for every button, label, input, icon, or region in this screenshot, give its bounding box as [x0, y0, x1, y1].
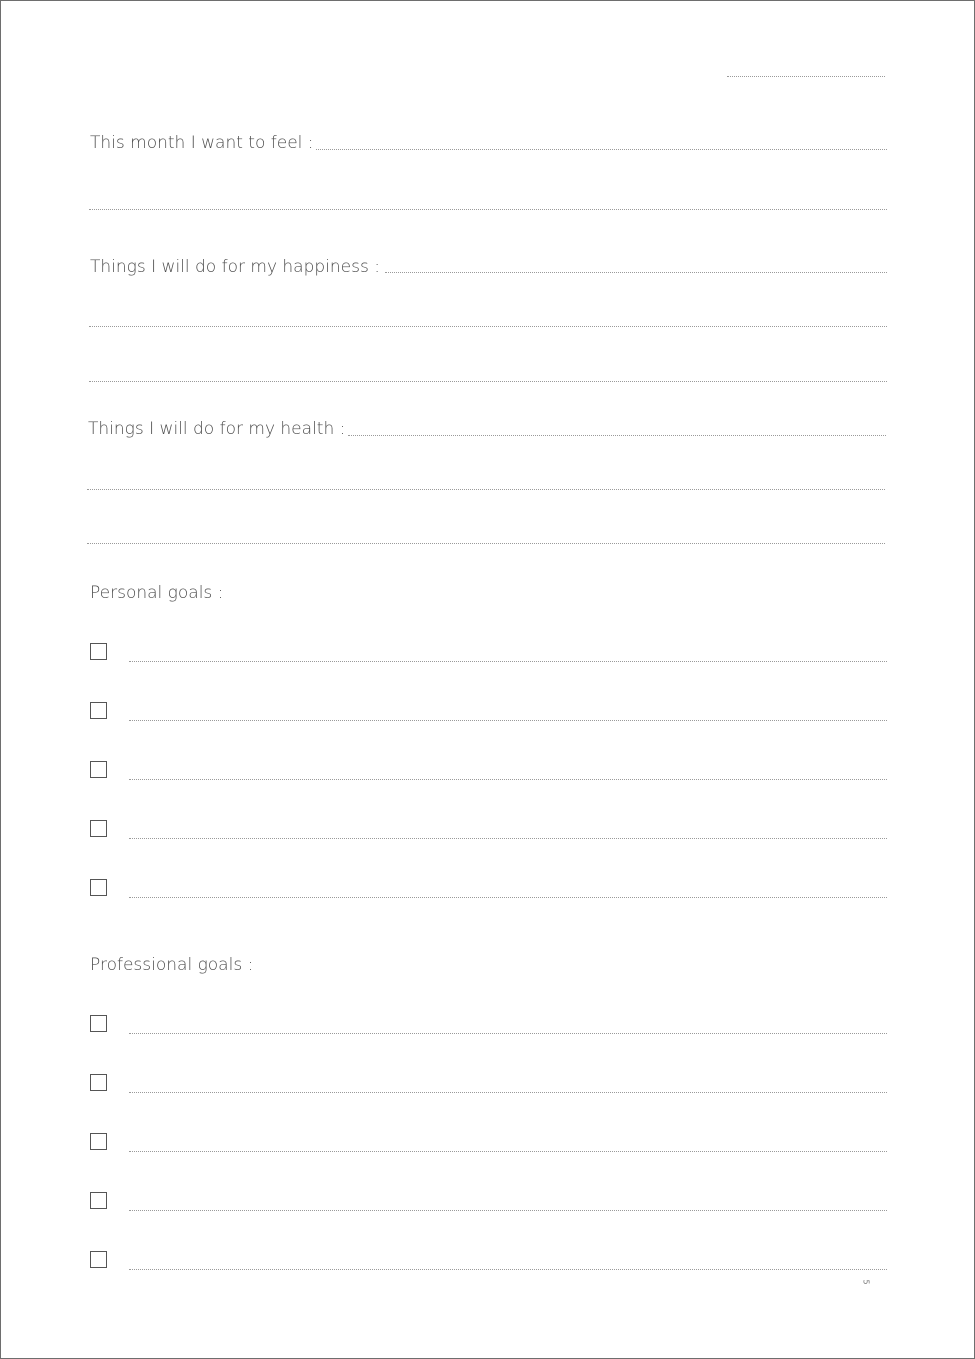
personal-goal-checkbox[interactable] [90, 702, 107, 719]
feel-label: This month I want to feel : [90, 133, 314, 153]
professional-goal-line[interactable] [129, 1151, 887, 1152]
personal-goal-line[interactable] [129, 779, 887, 780]
professional-goal-line[interactable] [129, 1033, 887, 1034]
professional-goal-line[interactable] [129, 1092, 887, 1093]
happiness-line-2[interactable] [89, 326, 887, 327]
health-line-1[interactable] [348, 435, 886, 436]
professional-goal-line[interactable] [129, 1210, 887, 1211]
professional-goal-checkbox[interactable] [90, 1192, 107, 1209]
health-label: Things I will do for my health : [88, 419, 346, 439]
professional-goals-heading: Professional goals : [90, 955, 254, 975]
professional-goal-checkbox[interactable] [90, 1015, 107, 1032]
personal-goal-checkbox[interactable] [90, 643, 107, 660]
personal-goal-line[interactable] [129, 897, 887, 898]
personal-goal-checkbox[interactable] [90, 761, 107, 778]
professional-goal-checkbox[interactable] [90, 1251, 107, 1268]
page-number: 5 [861, 1279, 871, 1285]
personal-goal-line[interactable] [129, 661, 887, 662]
health-line-3[interactable] [87, 543, 885, 544]
happiness-line-3[interactable] [89, 381, 887, 382]
feel-line-1[interactable] [316, 149, 887, 150]
professional-goal-line[interactable] [129, 1269, 887, 1270]
personal-goal-line[interactable] [129, 720, 887, 721]
health-line-2[interactable] [87, 489, 885, 490]
personal-goal-checkbox[interactable] [90, 820, 107, 837]
happiness-line-1[interactable] [385, 272, 887, 273]
personal-goal-checkbox[interactable] [90, 879, 107, 896]
date-line[interactable] [727, 76, 885, 77]
professional-goal-checkbox[interactable] [90, 1133, 107, 1150]
happiness-label: Things I will do for my happiness : [90, 257, 380, 277]
personal-goals-heading: Personal goals : [90, 583, 224, 603]
personal-goal-line[interactable] [129, 838, 887, 839]
feel-line-2[interactable] [89, 209, 887, 210]
professional-goal-checkbox[interactable] [90, 1074, 107, 1091]
